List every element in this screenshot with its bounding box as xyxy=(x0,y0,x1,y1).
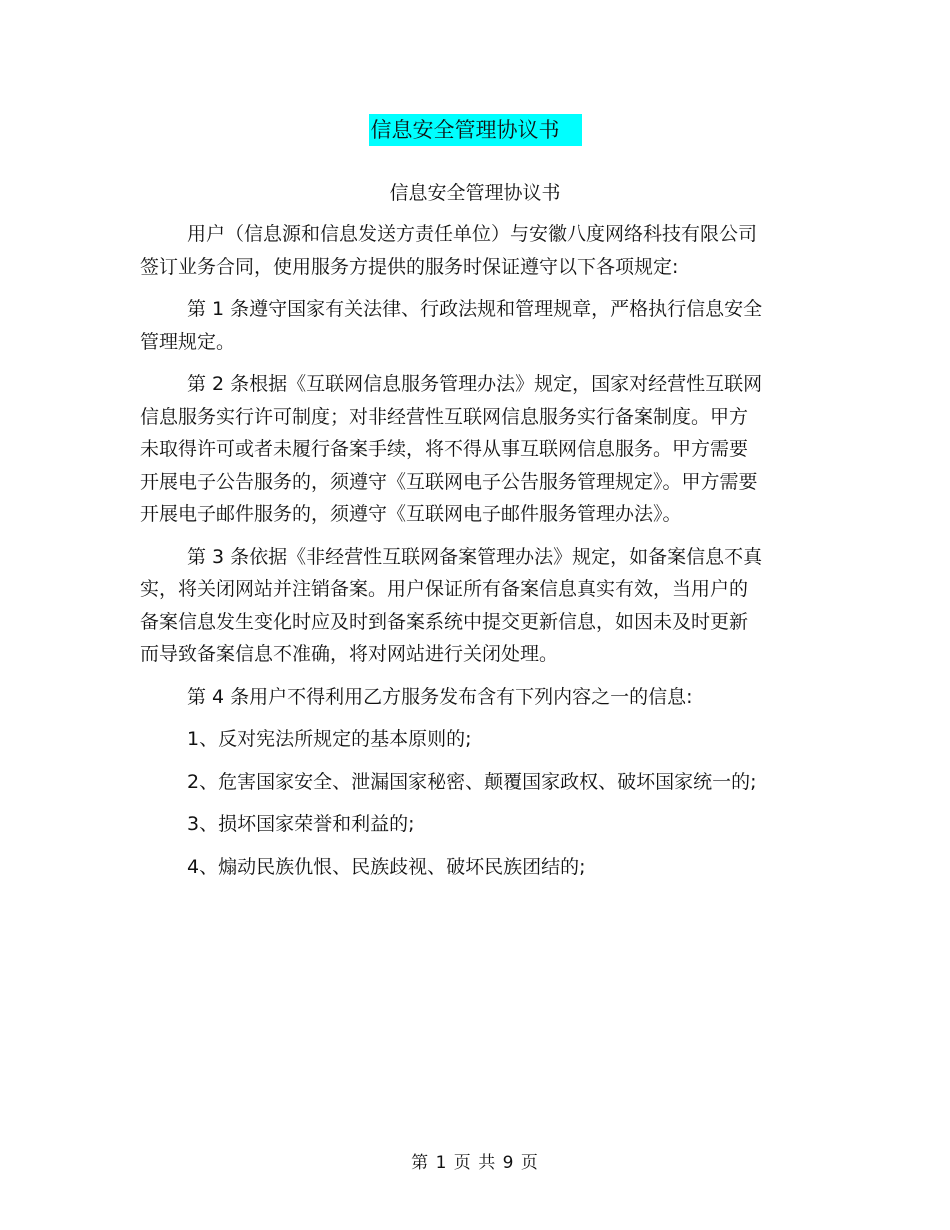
list-item-3: 3、损坏国家荣誉和利益的; xyxy=(187,813,415,835)
list-item-1: 1、反对宪法所规定的基本原则的; xyxy=(187,728,472,750)
list-item-2: 2、危害国家安全、泄漏国家秘密、颠覆国家政权、破坏国家统一的; xyxy=(187,770,757,793)
document-title: 信息安全管理协议书 xyxy=(369,114,582,146)
document-body xyxy=(140,218,765,893)
page-number-footer: 第 1 页 共 9 页 xyxy=(411,1153,539,1173)
paragraph-article-2: 第 2 条根据《互联网信息服务管理办法》规定，国家对经营性互联网信息服务实行许可制度；对非经营性互联网信息服务实行备案制度。甲方未取得许可或者未履行备案手续，将不得从事互联网信息服务。甲方需要开展电子公告服务的，须遵守《互联网电子公告服务管理规定》。甲方需要开展电子邮件服务的，须遵守《互联网电子邮件服务管理办法》。 xyxy=(140,373,763,525)
paragraph-intro: 用户（信息源和信息发送方责任单位）与安徽八度网络科技有限公司签订业务合同，使用服务方提供的服务时保证遵守以下各项规定: xyxy=(140,223,758,278)
paragraph-article-4: 第 4 条用户不得利用乙方服务发布含有下列内容之一的信息: xyxy=(187,685,693,708)
title-container xyxy=(0,114,950,146)
paragraph-article-1: 第 1 条遵守国家有关法律、行政法规和管理规章，严格执行信息安全管理规定。 xyxy=(140,298,763,353)
list-item-4: 4、煽动民族仇恨、民族歧视、破坏民族团结的; xyxy=(187,855,586,878)
document-subtitle: 信息安全管理协议书 xyxy=(389,182,561,204)
paragraph-article-3: 第 3 条依据《非经营性互联网备案管理办法》规定，如备案信息不真实，将关闭网站并注销备案。用户保证所有备案信息真实有效，当用户的备案信息发生变化时应及时到备案系统中提交更新信息，如因未及时更新而导致备案信息不准确，将对网站进行关闭处理。 xyxy=(140,545,763,665)
